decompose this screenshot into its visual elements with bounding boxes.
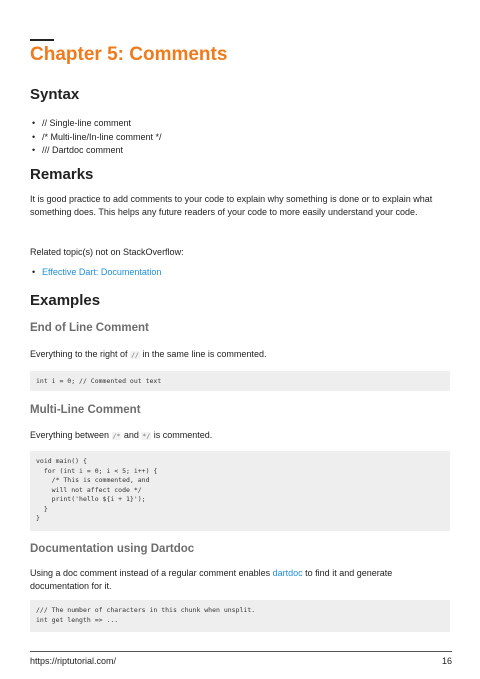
related-topics-text: Related topic(s) not on StackOverflow: <box>30 247 184 257</box>
eol-code-block: int i = 0; // Commented out text <box>30 371 450 391</box>
text-span: to find it and generate documentation for it. <box>30 568 393 591</box>
related-list <box>30 266 161 280</box>
inline-code: // <box>131 351 139 359</box>
list-item: • // Single-line comment <box>30 117 162 131</box>
page-number: 16 <box>441 656 452 666</box>
eol-text <box>30 348 450 362</box>
list-item: • /// Dartdoc comment <box>30 144 162 158</box>
multiline-heading: Multi-Line Comment <box>30 404 141 416</box>
inline-code: */ <box>142 432 151 440</box>
text-span: and <box>121 430 142 440</box>
text-span: Everything to the right of <box>30 349 131 359</box>
dartdoc-link[interactable]: dartdoc <box>272 568 303 578</box>
footer-url: https://riptutorial.com/ <box>30 656 117 666</box>
text-span: in the same line is commented. <box>139 349 267 359</box>
dartdoc-heading: Documentation using Dartdoc <box>30 543 195 555</box>
text-span: is commented. <box>151 430 213 440</box>
text-span: Using a doc comment instead of a regular comment enables <box>30 568 273 578</box>
multiline-text <box>30 429 450 443</box>
top-rule <box>30 39 54 41</box>
remarks-heading: Remarks <box>30 166 94 183</box>
list-item <box>30 266 161 280</box>
syntax-list <box>30 117 162 158</box>
text-span: Everything between <box>30 430 112 440</box>
dartdoc-text <box>30 567 450 593</box>
effective-dart-link[interactable]: Effective Dart: Documentation <box>42 267 162 277</box>
inline-code: /* <box>112 432 121 440</box>
eol-heading: End of Line Comment <box>30 322 149 334</box>
chapter-title: Chapter 5: Comments <box>30 44 228 65</box>
footer-rule <box>30 651 452 652</box>
remarks-paragraph: It is good practice to add comments to your code to explain why something is done or to explain what something does. This helps any future readers of your code to more easily understand your code. <box>30 194 433 217</box>
multiline-code-block: void main() { for (int i = 0; i < 5; i++) { /* This is commented, and will not affect code */ print('hello ${i + 1}'); } } <box>30 451 450 531</box>
syntax-heading: Syntax <box>30 86 80 103</box>
dartdoc-code-block: /// The number of characters in this chunk when unsplit. int get length => ... <box>30 600 450 632</box>
list-item: • /* Multi-line/In-line comment */ <box>30 131 162 145</box>
examples-heading: Examples <box>30 292 101 309</box>
